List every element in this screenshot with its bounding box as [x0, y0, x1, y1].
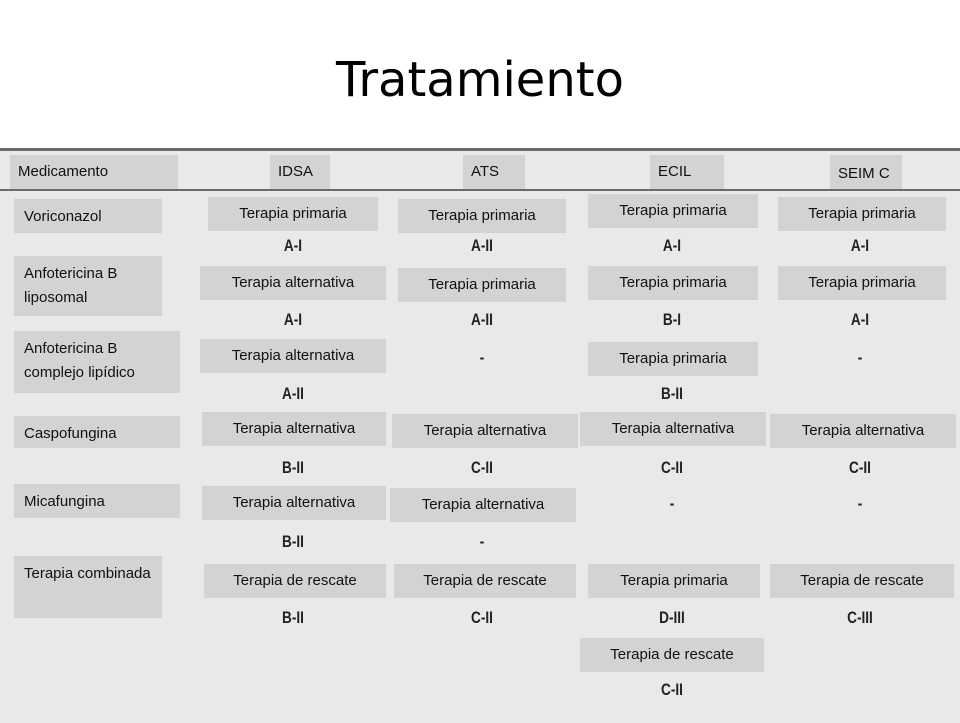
cell-seim-voriconazol: Terapia primaria [778, 197, 946, 231]
grade-ecil-anfotericina-liposomal: B-I [662, 310, 682, 329]
cell-idsa-micafungina: Terapia alternativa [202, 486, 386, 520]
row-label-micafungina: Micafungina [14, 484, 180, 518]
cell-seim-caspofungina: Terapia alternativa [770, 414, 956, 448]
grade-ecil-anfotericina-complejo: B-II [661, 384, 683, 403]
header-ats: ATS [463, 155, 525, 189]
grade-idsa-anfotericina-complejo: A-II [282, 384, 304, 403]
cell-ecil-terapia-combinada: Terapia primaria [588, 564, 760, 598]
grade-ecil-micafungina: - [669, 494, 675, 513]
grade-seim-voriconazol: A-I [850, 236, 870, 255]
header-idsa: IDSA [270, 155, 330, 189]
row-label-anfotericina-liposomal: Anfotericina B liposomal [14, 256, 162, 316]
grade-seim-caspofungina: C-II [849, 458, 871, 477]
cell-idsa-anfotericina-complejo: Terapia alternativa [200, 339, 386, 373]
row-label-caspofungina: Caspofungina [14, 416, 180, 448]
cell-ats-terapia-combinada: Terapia de rescate [394, 564, 576, 598]
grade-ats-micafungina: - [479, 532, 485, 551]
grade-ecil-voriconazol: A-I [662, 236, 682, 255]
grade-seim-terapia-combinada: C-III [847, 608, 873, 627]
row-label-terapia-combinada: Terapia combinada [14, 556, 162, 618]
cell-seim-anfotericina-liposomal: Terapia primaria [778, 266, 946, 300]
grade-ecil-terapia-combinada: D-III [659, 608, 685, 627]
grade-idsa-micafungina: B-II [282, 532, 304, 551]
cell-ats-anfotericina-liposomal: Terapia primaria [398, 268, 566, 302]
cell-ecil-anfotericina-complejo: Terapia primaria [588, 342, 758, 376]
grade-idsa-anfotericina-liposomal: A-I [283, 310, 303, 329]
grade-idsa-voriconazol: A-I [283, 236, 303, 255]
header-divider [0, 189, 960, 191]
grade-idsa-caspofungina: B-II [282, 458, 304, 477]
cell-ecil-anfotericina-liposomal: Terapia primaria [588, 266, 758, 300]
grade-idsa-terapia-combinada: B-II [282, 608, 304, 627]
grade-seim-anfotericina-liposomal: A-I [850, 310, 870, 329]
grade-ecil-caspofungina: C-II [661, 458, 683, 477]
grade-ats-voriconazol: A-II [471, 236, 493, 255]
cell-idsa-terapia-combinada: Terapia de rescate [204, 564, 386, 598]
header-ecil: ECIL [650, 155, 724, 189]
row-label-voriconazol: Voriconazol [14, 199, 162, 233]
grade-ats-caspofungina: C-II [471, 458, 493, 477]
cell-ats-caspofungina: Terapia alternativa [392, 414, 578, 448]
header-seim: SEIM C [830, 155, 902, 189]
cell-ats-micafungina: Terapia alternativa [390, 488, 576, 522]
cell-idsa-voriconazol: Terapia primaria [208, 197, 378, 231]
grade-ats-anfotericina-liposomal: A-II [471, 310, 493, 329]
grade-ats-anfotericina-complejo: - [479, 348, 485, 367]
cell-ecil-caspofungina: Terapia alternativa [580, 412, 766, 446]
cell-idsa-anfotericina-liposomal: Terapia alternativa [200, 266, 386, 300]
grade-ecil-terapia-combinada-rescate: C-II [661, 680, 683, 699]
grade-ats-terapia-combinada: C-II [471, 608, 493, 627]
grade-seim-anfotericina-complejo: - [857, 348, 863, 367]
grade-seim-micafungina: - [857, 494, 863, 513]
cell-seim-terapia-combinada: Terapia de rescate [770, 564, 954, 598]
cell-ecil-voriconazol: Terapia primaria [588, 194, 758, 228]
cell-ecil-terapia-combinada-rescate: Terapia de rescate [580, 638, 764, 672]
header-medicamento: Medicamento [10, 155, 178, 189]
cell-idsa-caspofungina: Terapia alternativa [202, 412, 386, 446]
row-label-anfotericina-complejo: Anfotericina B complejo lipídico [14, 331, 180, 393]
slide-title: Tratamiento [336, 52, 624, 108]
cell-ats-voriconazol: Terapia primaria [398, 199, 566, 233]
